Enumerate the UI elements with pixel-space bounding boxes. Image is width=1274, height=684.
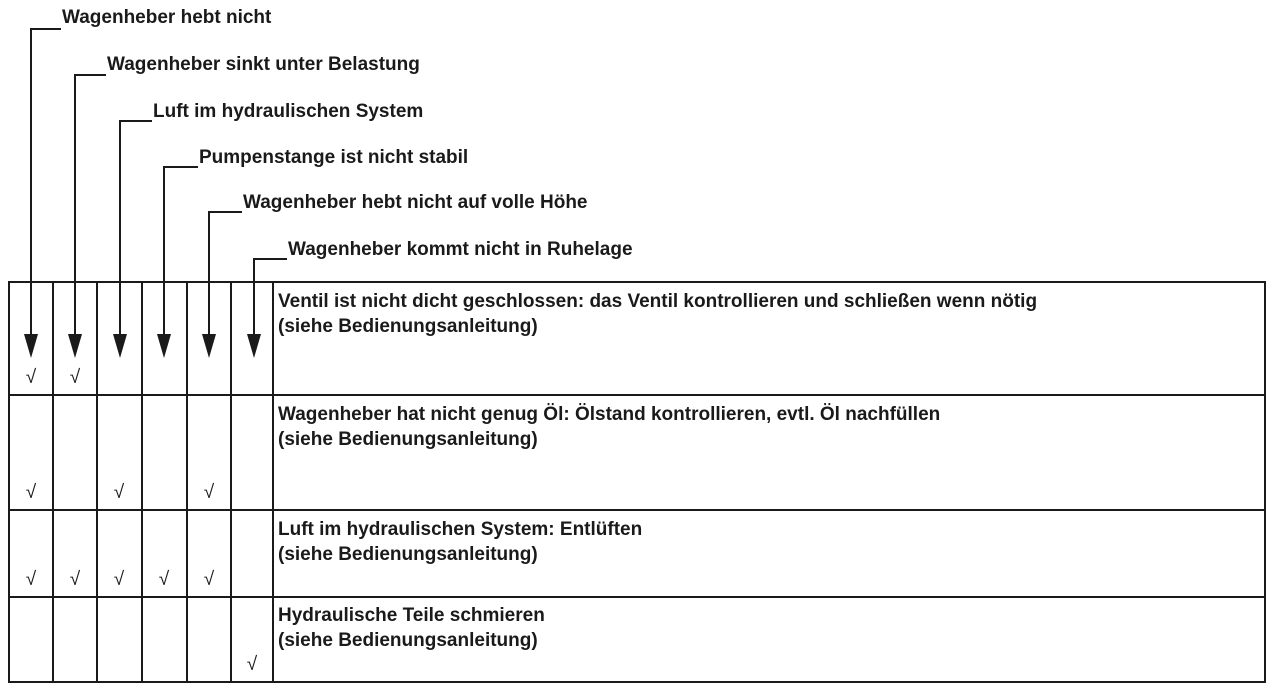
leader-line (163, 166, 165, 336)
table-border (8, 681, 1266, 683)
check-mark: √ (25, 569, 37, 590)
remedy-line: Luft im hydraulischen System: Entlüften (278, 519, 643, 540)
arrow-down-icon (68, 334, 82, 358)
check-mark: √ (158, 569, 170, 590)
arrow-down-icon (157, 334, 171, 358)
leader-line (253, 258, 287, 260)
check-mark: √ (69, 367, 81, 388)
table-border (8, 281, 1266, 283)
leader-line (208, 211, 210, 336)
symptom-label: Wagenheber hebt nicht auf volle Höhe (243, 192, 588, 213)
table-border (52, 281, 54, 683)
check-mark: √ (113, 569, 125, 590)
check-mark: √ (203, 482, 215, 503)
arrow-down-icon (24, 334, 38, 358)
table-border (8, 394, 1266, 396)
check-mark: √ (25, 482, 37, 503)
table-border (230, 281, 232, 683)
symptom-label: Pumpenstange ist nicht stabil (199, 147, 469, 168)
remedy-note: (siehe Bedienungsanleitung) (278, 630, 538, 651)
leader-line (119, 120, 152, 122)
leader-line (30, 28, 61, 30)
remedy-note: (siehe Bedienungsanleitung) (278, 544, 538, 565)
table-border (8, 509, 1266, 511)
table-border (141, 281, 143, 683)
check-mark: √ (246, 654, 258, 675)
check-mark: √ (113, 482, 125, 503)
remedy-text (278, 517, 642, 567)
remedy-line: Hydraulische Teile schmieren (278, 605, 545, 626)
symptom-label: Wagenheber kommt nicht in Ruhelage (288, 239, 633, 260)
table-border (272, 281, 274, 683)
leader-line (163, 166, 198, 168)
remedy-note: (siehe Bedienungsanleitung) (278, 316, 538, 337)
remedy-text (278, 603, 545, 653)
symptom-label: Wagenheber sinkt unter Belastung (107, 54, 420, 75)
remedy-note: (siehe Bedienungsanleitung) (278, 429, 538, 450)
arrow-down-icon (113, 334, 127, 358)
leader-line (30, 28, 32, 336)
symptom-label: Wagenheber hebt nicht (62, 7, 272, 28)
check-mark: √ (69, 569, 81, 590)
table-border (96, 281, 98, 683)
symptom-label: Luft im hydraulischen System (153, 101, 424, 122)
check-mark: √ (25, 367, 37, 388)
table-border (8, 281, 10, 683)
leader-line (74, 74, 76, 336)
remedy-text (278, 402, 940, 452)
leader-line (74, 74, 106, 76)
remedy-text (278, 289, 1037, 339)
leader-line (208, 211, 242, 213)
leader-line (253, 258, 255, 338)
arrow-down-icon (202, 334, 216, 358)
table-border (186, 281, 188, 683)
table-border (1264, 281, 1266, 683)
remedy-line: Wagenheber hat nicht genug Öl: Ölstand kontrollieren, evtl. Öl nachfüllen (278, 404, 941, 425)
remedy-line: Ventil ist nicht dicht geschlossen: das Ventil kontrollieren und schließen wenn nötig (278, 291, 1038, 312)
arrow-down-icon (247, 334, 261, 358)
leader-line (119, 120, 121, 336)
table-border (8, 596, 1266, 598)
check-mark: √ (203, 569, 215, 590)
